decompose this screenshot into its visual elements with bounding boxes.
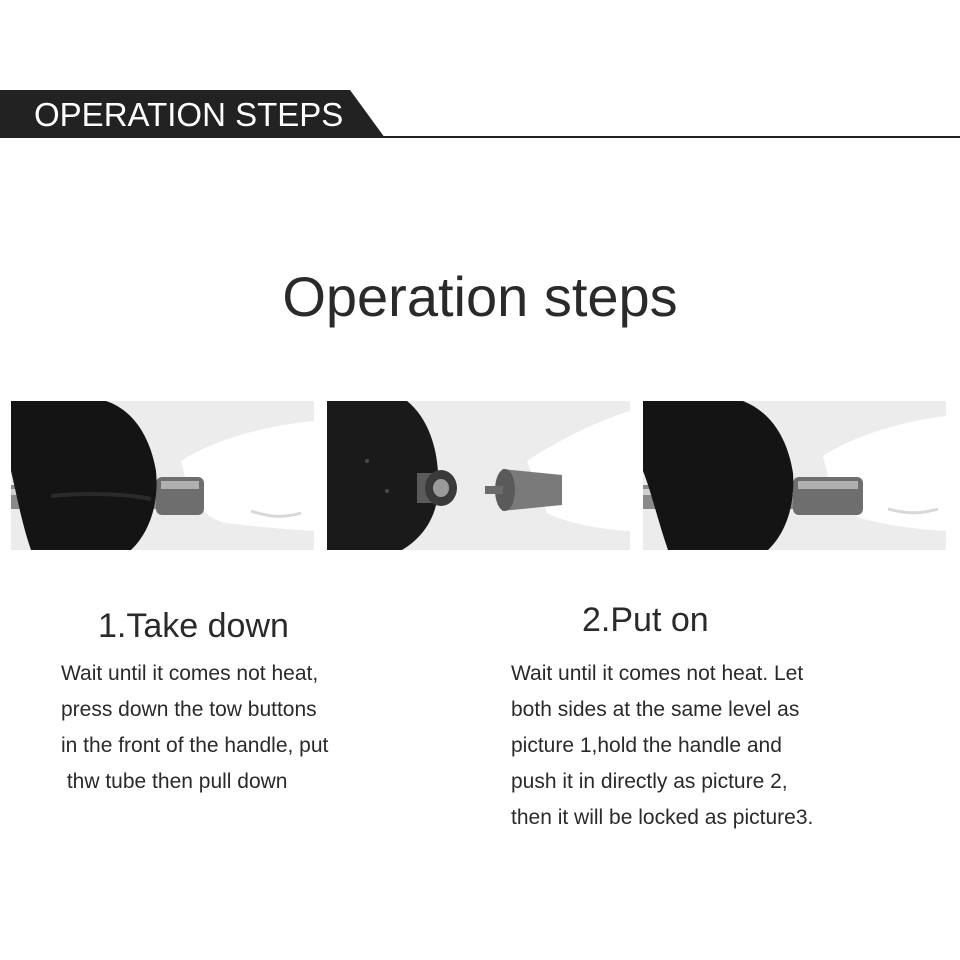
step-photo-3 bbox=[643, 401, 946, 550]
step-2-description bbox=[511, 656, 813, 836]
section-banner-label: OPERATION STEPS bbox=[34, 96, 344, 133]
step-2-line: both sides at the same level as bbox=[511, 698, 800, 721]
step-1-description bbox=[61, 656, 328, 800]
step-photo-2 bbox=[327, 401, 630, 550]
page-title: Operation steps bbox=[282, 265, 678, 328]
step-2-title: 2.Put on bbox=[582, 601, 709, 639]
step-photo-1 bbox=[11, 401, 314, 550]
step-1-title: 1.Take down bbox=[98, 607, 289, 645]
step-1-line: press down the tow buttons bbox=[61, 698, 317, 721]
step-2-line: then it will be locked as picture3. bbox=[511, 806, 814, 829]
step-2-line: picture 1,hold the handle and bbox=[511, 734, 782, 757]
step-1-line: Wait until it comes not heat, bbox=[61, 662, 319, 685]
section-divider bbox=[380, 136, 960, 138]
step-2-line: push it in directly as picture 2, bbox=[511, 770, 788, 793]
step-1-line: thw tube then pull down bbox=[61, 770, 288, 793]
step-2-line: Wait until it comes not heat. Let bbox=[511, 662, 804, 685]
step-1-line: in the front of the handle, put bbox=[61, 734, 329, 757]
